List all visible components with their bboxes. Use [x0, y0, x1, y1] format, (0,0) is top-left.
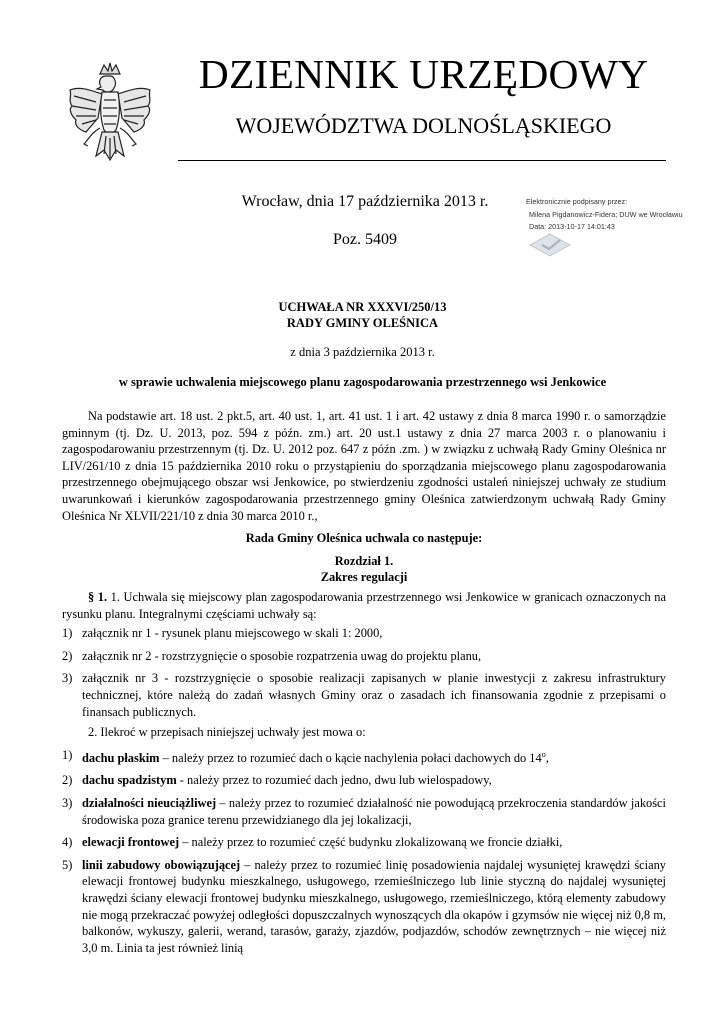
- resolution-number: UCHWAŁA NR XXXVI/250/13: [278, 300, 447, 314]
- definition-number: 4): [62, 835, 73, 850]
- position-number: Poz. 5409: [333, 231, 397, 248]
- point-2: 2. Ilekroć w przepisach niniejszej uchwały jest mowa o:: [88, 725, 366, 740]
- legal-basis-paragraph: Na podstawie art. 18 ust. 2 pkt.5, art. 40 ust. 1, art. 41 ust. 1 i art. 42 ustawy z dnia 8 marca 1990 r. o samorządzie gminnym (tj. Dz. U. 2013, poz. 594 z późn. zm.) art. 20 ust.1 ustawy z dnia 27 marca 2003 r. o planowaniu i zagospodarowaniu przestrzennym (tj. Dz. U. 2012 poz. 647 z późn .zm. ) w związku z uchwałą Rady Gminy Oleśnica nr LIV/261/10 z dnia 15 października 2010 roku o przystąpieniu do sporządzania miejscowego planu zagospodarowania przestrzennego obejmującego obszar wsi Jenkowice, po stwierdzeniu zgodności ustaleń niniejszej uchwały ze studium uwarunkowań i kierunków zagospodarowania przestrzennego gminy Oleśnica zatwierdzonym uchwałą Rady Gminy Oleśnica Nr XLVII/221/10 z dnia 30 marca 2010 r.,: [62, 409, 666, 523]
- electronic-signature: [526, 196, 706, 234]
- definition-text: – należy przez to rozumieć dach o kącie nachylenia połaci dachowych do 14: [159, 750, 542, 765]
- definition-text: - należy przez to rozumieć dach jedno, dwu lub wielospadowy,: [176, 773, 492, 788]
- definition-term: linii zabudowy obowiązującej: [82, 857, 241, 872]
- journal-title: DZIENNIK URZĘDOWY: [198, 51, 649, 97]
- attachment-item: [62, 648, 666, 665]
- chapter-title: Zakres regulacji: [320, 570, 408, 585]
- chapter-heading: Rozdział 1.: [334, 553, 394, 568]
- signature-label: Elektronicznie podpisany przez:: [526, 197, 628, 206]
- attachment-number: 1): [62, 626, 73, 641]
- definition-item: [62, 795, 666, 828]
- attachment-number: 2): [62, 648, 73, 663]
- definition-item: [62, 834, 666, 851]
- attachment-text: załącznik nr 2 - rozstrzygnięcie o sposobie rozpatrzenia uwag do projektu planu,: [82, 648, 482, 663]
- signature-check-icon: [528, 232, 572, 258]
- attachment-number: 3): [62, 671, 73, 686]
- definition-tail: ,: [545, 750, 549, 765]
- date-line: Wrocław, dnia 17 października 2013 r.: [241, 193, 489, 210]
- paragraph-1-label: § 1.: [88, 589, 108, 604]
- definition-item: [62, 772, 666, 789]
- attachment-item: [62, 625, 666, 642]
- definition-number: 2): [62, 773, 73, 788]
- definition-term: działalności nieuciążliwej: [82, 796, 217, 810]
- definition-text: – należy przez to rozumieć linię posadowienia najdalej wysuniętej krawędzi ściany elewacji frontowej budynku mieszkalnego, usługowego, rzemieślniczego lub linie styczną do najdalej wysuniętej krawędzi ściany elewacji frontowej budynku mieszkalnego, usługowego, rzemieślniczego, którą elementy zabudowy nie mogą przekraczać powyżej odległości dopuszczalnych wynoszących dla okapów i gzymsów nie więcej niż 0,8 m, balkonów, wykuszy, galerii, werand, tarasów, garaży, zjazdów, podjazdów, schodów zewnętrznych – nie więcej niż 3,0 m. Linia ta jest również linią: [82, 857, 666, 955]
- document-body: [62, 408, 666, 956]
- signature-signer: Milena Pigdanowicz-Fidera; DUW we Wrocławiu: [529, 209, 683, 219]
- resolves-heading: Rada Gminy Oleśnica uchwala co następuje:: [245, 531, 483, 546]
- definition-term: dachu płaskim: [82, 750, 160, 765]
- degree-symbol: o: [541, 749, 546, 759]
- definition-item: [62, 747, 666, 767]
- attachment-item: [62, 670, 666, 720]
- header-rule: [178, 160, 666, 161]
- definition-number: 5): [62, 857, 73, 872]
- journal-subtitle: WOJEWÓDZTWA DOLNOŚLĄSKIEGO: [235, 113, 612, 138]
- definition-text: – należy przez to rozumieć część budynku zlokalizowaną we froncie działki,: [179, 835, 563, 850]
- resolution-council: RADY GMINY OLEŚNICA: [286, 316, 439, 330]
- paragraph-1: [62, 589, 666, 622]
- resolution-date: z dnia 3 października 2013 r.: [290, 345, 435, 359]
- definition-term: elewacji frontowej: [82, 835, 180, 850]
- definition-number: 1): [62, 747, 73, 762]
- definition-text: – należy przez to rozumieć działalność nie powodującą przekroczenia standardów jakości środowiska poza granice terenu przewidzianego dla jej lokalizacji,: [82, 796, 666, 827]
- definition-term: dachu spadzistym: [82, 773, 177, 788]
- attachment-text: załącznik nr 3 - rozstrzygnięcie o sposobie realizacji zapisanych w planie inwestycji z zakresu infrastruktury technicznej, które należą do zadań własnych Gminy oraz o zasadach ich finansowania zgodnie z przepisami o finansach publicznych.: [82, 671, 666, 719]
- paragraph-1-text: 1. Uchwala się miejscowy plan zagospodarowania przestrzennego wsi Jenkowice w granicach oznaczonych na rysunku planu. Integralnymi częściami uchwały są:: [62, 589, 666, 621]
- signature-date: Data: 2013-10-17 14:01:43: [529, 222, 615, 232]
- resolution-subject: w sprawie uchwalenia miejscowego planu zagospodarowania przestrzennego wsi Jenkowice: [118, 375, 607, 389]
- definition-number: 3): [62, 796, 73, 810]
- polish-eagle-emblem: [62, 60, 158, 168]
- attachment-text: załącznik nr 1 - rysunek planu miejscowego w skali 1: 2000,: [82, 626, 383, 641]
- definition-item: [62, 857, 666, 957]
